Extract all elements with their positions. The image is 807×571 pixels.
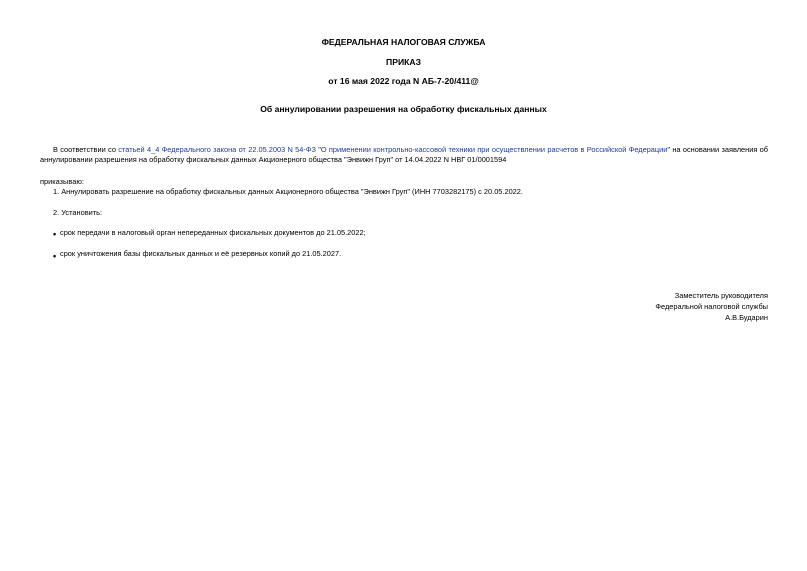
order-item-2: 2. Установить: bbox=[53, 208, 103, 217]
signature-position: Заместитель руководителя bbox=[674, 291, 768, 300]
order-word: приказываю: bbox=[40, 177, 84, 186]
order-item-1: 1. Аннулировать разрешение на обработку фискальных данных Акционерного общества "Энвижн Груп" (ИНН 7703282175) с 20.05.2022. bbox=[53, 187, 523, 196]
deadline-transfer-item: срок передачи в налоговый орган непереданных фискальных документов до 21.05.2022; bbox=[60, 228, 366, 237]
law-article-link[interactable]: статьей 4_4 Федерального закона от 22.05.2003 N 54-ФЗ bbox=[118, 145, 316, 154]
preamble-lead: В соответствии со bbox=[53, 145, 119, 154]
document-subject: Об аннулировании разрешения на обработку фискальных данных bbox=[260, 104, 547, 114]
document-type: ПРИКАЗ bbox=[386, 57, 421, 67]
bullet-marker: • bbox=[53, 251, 57, 261]
preamble-between: " bbox=[315, 145, 321, 154]
signature-name: А.В.Бударин bbox=[725, 313, 768, 322]
preamble-paragraph bbox=[40, 145, 768, 165]
document-date-number: от 16 мая 2022 года N АБ-7-20/411@ bbox=[328, 76, 479, 86]
law-title-link[interactable]: О применении контрольно-кассовой техники при осуществлении расчетов в Российской Федерации bbox=[320, 145, 668, 154]
bullet-marker: • bbox=[53, 229, 57, 239]
deadline-destroy-item: срок уничтожения базы фискальных данных и её резервных копий до 21.05.2027. bbox=[60, 249, 342, 258]
preamble-tail: " на основании заявления об аннулировании разрешения на обработку фискальных данных Акционерного общества "Энвижн Груп" от 14.04.2022 N НВГ 01/0001594 bbox=[40, 145, 769, 164]
agency-title: ФЕДЕРАЛЬНАЯ НАЛОГОВАЯ СЛУЖБА bbox=[321, 37, 486, 47]
signature-agency: Федеральной налоговой службы bbox=[655, 302, 768, 311]
